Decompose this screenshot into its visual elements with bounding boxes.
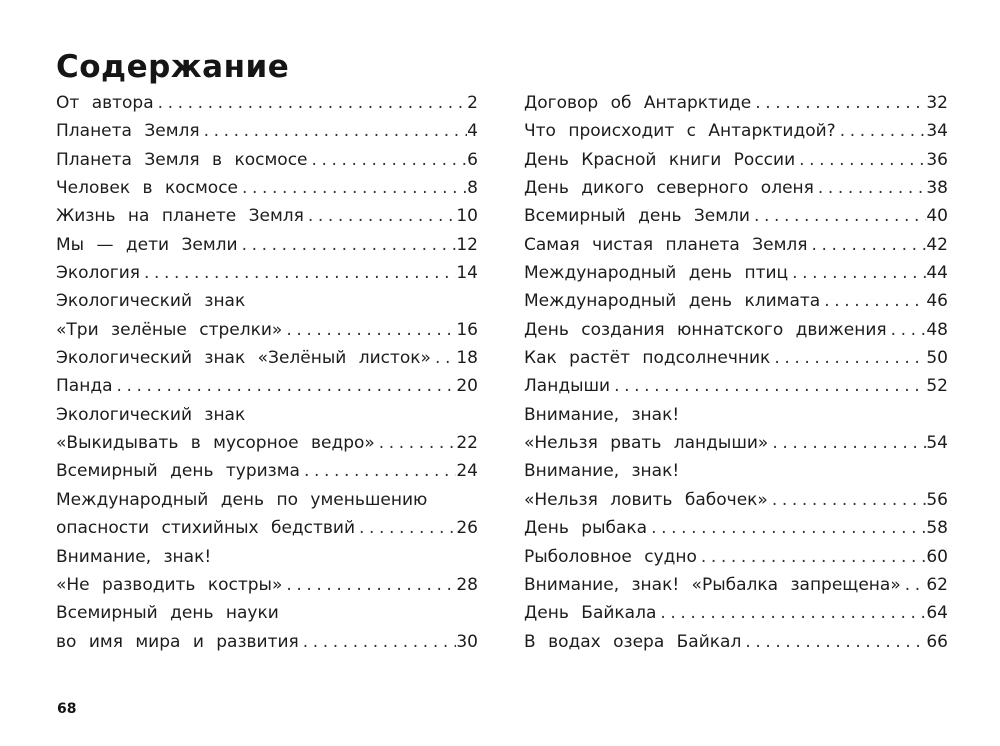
toc-entry-title: опасности стихийных бедствий (56, 518, 356, 539)
dot-leader (154, 89, 468, 117)
toc-entry (524, 344, 948, 372)
toc-entry-page-number: 48 (926, 319, 948, 340)
toc-entry (56, 146, 478, 174)
dot-leader (647, 514, 926, 542)
dot-leader (770, 344, 926, 372)
toc-entry-title: Рыболовное судно (524, 546, 697, 567)
toc-entry (524, 514, 948, 542)
toc-entry-page-number: 60 (926, 546, 948, 567)
toc-entry-page-number: 40 (926, 206, 948, 227)
dot-leader (795, 146, 926, 174)
toc-entry-page-number: 26 (456, 518, 478, 539)
dot-leader (113, 372, 457, 400)
toc-entry-page-number: 28 (456, 574, 478, 595)
toc-entry-title: Что происходит с Антарктидой? (524, 121, 836, 142)
toc-entry-page-number: 46 (926, 291, 948, 312)
toc-entry (524, 571, 948, 599)
toc-entry-title: Экологический знак (56, 291, 246, 312)
toc-entry-title: Международный день климата (524, 291, 821, 312)
toc-entry-title: «Три зелёные стрелки» (56, 319, 283, 340)
toc-entry-title: День рыбака (524, 518, 648, 539)
dot-leader (814, 174, 926, 202)
toc-entry-page-number: 56 (926, 489, 948, 510)
toc-entry-page-number: 20 (456, 376, 478, 397)
toc-entry (56, 543, 478, 571)
toc-entry (56, 429, 478, 457)
toc-entry (524, 146, 948, 174)
toc-entry-page-number: 10 (456, 206, 478, 227)
toc-entry-page-number: 18 (456, 348, 478, 369)
toc-entry (56, 628, 478, 656)
toc-entry (524, 231, 948, 259)
toc-entry-page-number: 50 (926, 348, 948, 369)
toc-entry (524, 287, 948, 315)
toc-entry-page-number: 2 (467, 93, 478, 113)
toc-entry-page-number: 54 (926, 433, 948, 454)
toc-entry-title: Всемирный день науки (56, 603, 279, 624)
toc-entry-title: Планета Земля в космосе (56, 149, 308, 170)
toc-entry (56, 457, 478, 485)
toc-entry (524, 628, 948, 656)
toc-entry-page-number: 22 (456, 433, 478, 454)
toc-entry-title: Внимание, знак! (524, 461, 680, 482)
toc-entry-page-number: 14 (456, 263, 478, 284)
toc-entry (56, 174, 478, 202)
toc-entry (56, 372, 478, 400)
dot-leader (140, 259, 456, 287)
toc-entry-page-number: 12 (456, 234, 478, 255)
dot-leader (788, 259, 926, 287)
toc-right-column (524, 89, 948, 656)
toc-entry-title: Внимание, знак! (524, 404, 680, 425)
dot-leader (238, 174, 467, 202)
toc-left-column (56, 89, 478, 656)
toc-entry-page-number: 34 (926, 121, 948, 142)
toc-entry (524, 202, 948, 230)
toc-entry-title: День Красной книги России (524, 149, 796, 170)
toc-entry-title: День дикого северного оленя (524, 178, 814, 199)
toc-entry-title: «Нельзя рвать ландыши» (524, 433, 769, 454)
toc-entry (56, 259, 478, 287)
toc-entry (56, 344, 478, 372)
dot-leader (820, 287, 926, 315)
toc-entry-title: Внимание, знак! (56, 546, 212, 567)
toc-entry-page-number: 6 (467, 149, 478, 170)
toc-entry-title: Планета Земля (56, 121, 200, 142)
dot-leader (304, 202, 456, 230)
toc-entry (56, 316, 478, 344)
toc-entry (524, 117, 948, 145)
dot-leader (355, 514, 456, 542)
toc-entry-page-number: 42 (926, 234, 948, 255)
dot-leader (836, 117, 927, 145)
page-number: 68 (57, 701, 77, 717)
toc-entry-title: «Выкидывать в мусорное ведро» (56, 433, 375, 454)
dot-leader (300, 457, 456, 485)
toc-entry-page-number: 36 (926, 149, 948, 170)
dot-leader (768, 486, 927, 514)
toc-entry-title: Панда (56, 376, 113, 397)
toc-entry-title: Международный день птиц (524, 263, 789, 284)
dot-leader (431, 344, 456, 372)
toc-entry-page-number: 32 (926, 93, 948, 113)
toc-entry-page-number: 58 (926, 518, 948, 539)
toc-entry-page-number: 24 (456, 461, 478, 482)
toc-entry (56, 202, 478, 230)
toc-entry-title: Ландыши (524, 376, 611, 397)
toc-entry (524, 259, 948, 287)
toc-entry-title: От автора (56, 93, 154, 113)
toc-entry (56, 117, 478, 145)
toc-entry-title: День Байкала (524, 603, 657, 624)
dot-leader (768, 429, 926, 457)
toc-entry-title: Всемирный день Земли (524, 206, 750, 227)
dot-leader (282, 571, 456, 599)
toc-entry-title: Самая чистая планета Земля (524, 234, 808, 255)
toc-entry-title: Мы — дети Земли (56, 234, 238, 255)
dot-leader (697, 543, 926, 571)
toc-entry (56, 514, 478, 542)
toc-entry (56, 486, 478, 514)
dot-leader (238, 231, 457, 259)
toc-entry-title: во имя мира и развития (56, 631, 299, 652)
dot-leader (741, 628, 926, 656)
toc-entry (524, 401, 948, 429)
toc-entry-title: Всемирный день туризма (56, 461, 300, 482)
toc-entry-page-number: 44 (926, 263, 948, 284)
toc-entry-title: «Нельзя ловить бабочек» (524, 489, 768, 510)
toc-entry (56, 599, 478, 627)
toc-entry (524, 316, 948, 344)
toc-entry (524, 543, 948, 571)
dot-leader (750, 202, 926, 230)
toc-entry-title: Жизнь на планете Земля (56, 206, 304, 227)
toc-entry-title: Экология (56, 263, 141, 284)
dot-leader (656, 599, 926, 627)
dot-leader (299, 628, 457, 656)
toc-entry-title: В водах озера Байкал (524, 631, 742, 652)
toc-entry-page-number: 30 (456, 631, 478, 652)
toc-entry (524, 174, 948, 202)
dot-leader (200, 117, 468, 145)
toc-entry-page-number: 38 (926, 178, 948, 199)
toc-entry-page-number: 62 (926, 574, 948, 595)
toc-entry (524, 486, 948, 514)
dot-leader (887, 316, 927, 344)
toc-entry (524, 599, 948, 627)
toc-entry-page-number: 4 (467, 121, 478, 142)
toc-entry (524, 429, 948, 457)
toc-entry-title: Экологический знак «Зелёный листок» (56, 348, 431, 369)
toc-entry (524, 457, 948, 485)
dot-leader (308, 146, 468, 174)
toc-entry-title: Международный день по уменьшению (56, 489, 428, 510)
toc-entry-title: Договор об Антарктиде (524, 93, 752, 113)
toc-entry-title: «Не разводить костры» (56, 574, 283, 595)
toc-entry-page-number: 52 (926, 376, 948, 397)
toc-entry (56, 287, 478, 315)
toc-entry-title: Человек в космосе (56, 178, 238, 199)
toc-entry-page-number: 16 (456, 319, 478, 340)
toc-entry-page-number: 66 (926, 631, 948, 652)
toc-entry-title: Как растёт подсолнечник (524, 348, 771, 369)
dot-leader (808, 231, 927, 259)
toc-entry-title: Внимание, знак! «Рыбалка запрещена» (524, 574, 901, 595)
toc-entry (524, 89, 948, 117)
toc-entry (56, 89, 478, 117)
toc-entry (56, 231, 478, 259)
toc-entry-title: Экологический знак (56, 404, 246, 425)
toc-entry-title: День создания юннатского движения (524, 319, 887, 340)
toc-entry-page-number: 64 (926, 603, 948, 624)
toc-entry (524, 372, 948, 400)
dot-leader (282, 316, 456, 344)
toc-entry (56, 401, 478, 429)
dot-leader (375, 429, 457, 457)
dot-leader (751, 89, 926, 117)
toc-entry (56, 571, 478, 599)
dot-leader (610, 372, 926, 400)
dot-leader (901, 571, 927, 599)
toc-entry-page-number: 8 (467, 178, 478, 199)
page-title: Содержание (56, 48, 290, 85)
